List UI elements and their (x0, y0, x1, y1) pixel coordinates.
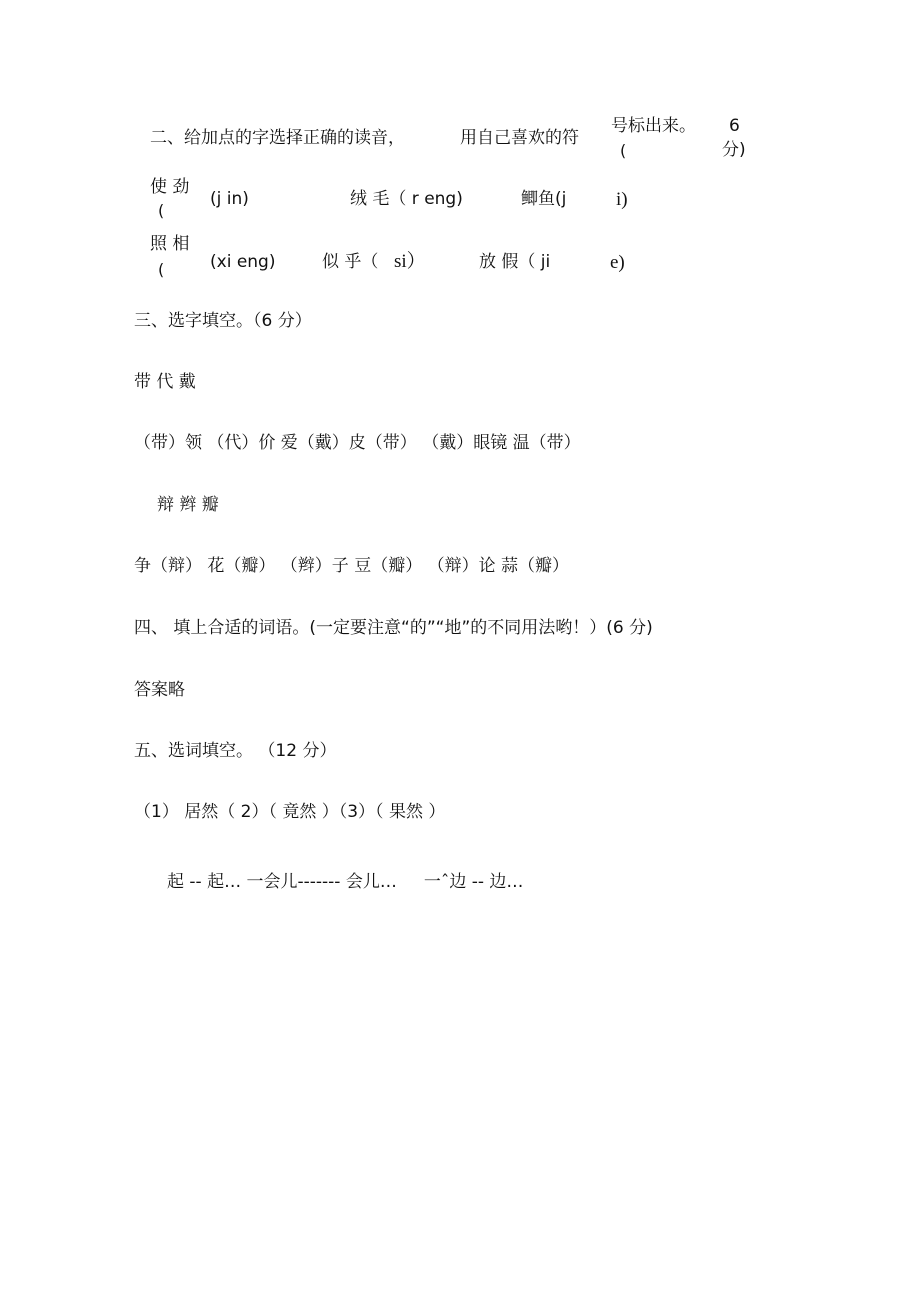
pinyin-row2-item3-label: 放 假（ ji (479, 252, 551, 272)
section2-title-part1: 二、给加点的字选择正确的读音， (150, 128, 405, 148)
section3-title: 三、选字填空。（6 分） (134, 311, 312, 331)
section3-group1-answers: （带）领 （代）价 爱（戴）皮（带） （戴）眼镜 温（带） (134, 433, 581, 453)
pinyin-row1-item1-pinyin: (j in) (210, 189, 249, 209)
section3-group1-chars: 带 代 戴 (134, 372, 196, 392)
section5-phrases: 起 -- 起… 一会儿------- 会儿… 一ˆ边 -- 边… (167, 872, 524, 892)
pinyin-row2-item1-pinyin: (xi eng) (210, 252, 276, 272)
pinyin-row2-item1-paren: ( (158, 260, 165, 279)
section2-title-part2: 用自己喜欢的符 (460, 128, 579, 148)
section3-group2-chars: 辩 辫 瓣 (157, 495, 219, 515)
pinyin-row2-item3-tail: e) (610, 252, 625, 273)
section4-answer: 答案略 (134, 680, 185, 700)
pinyin-row2-item2-label: 似 乎（ (322, 252, 379, 272)
pinyin-row1-item3-tail: i) (616, 189, 628, 210)
section2-score-unit: 分) (722, 140, 746, 160)
pinyin-row2-item1-label: 照 相 (150, 234, 190, 254)
pinyin-row1-item3-label: 鲫鱼(j (521, 189, 567, 209)
pinyin-row2-item2-pinyin: si） (394, 251, 426, 272)
section4-title: 四、 填上合适的词语。(一定要注意“的”“地”的不同用法哟！）(6 分) (134, 618, 653, 638)
section2-title-part3: 号标出来。 (611, 116, 696, 136)
pinyin-row1-item2: 绒 毛（ r eng) (350, 189, 463, 209)
section2-title-paren: ( (620, 141, 627, 160)
section3-group2-answers: 争（辩） 花（瓣） （辫）子 豆（瓣） （辩）论 蒜（瓣） (134, 556, 570, 576)
section5-answers: （1） 居然（ 2）（ 竟然 ）（3）（ 果然 ） (134, 802, 446, 822)
pinyin-row1-item1-label: 使 劲 (150, 177, 190, 197)
pinyin-row1-item1-paren: ( (158, 201, 165, 220)
section2-score-number: 6 (729, 116, 740, 136)
section5-title: 五、选词填空。 （12 分） (134, 741, 337, 761)
